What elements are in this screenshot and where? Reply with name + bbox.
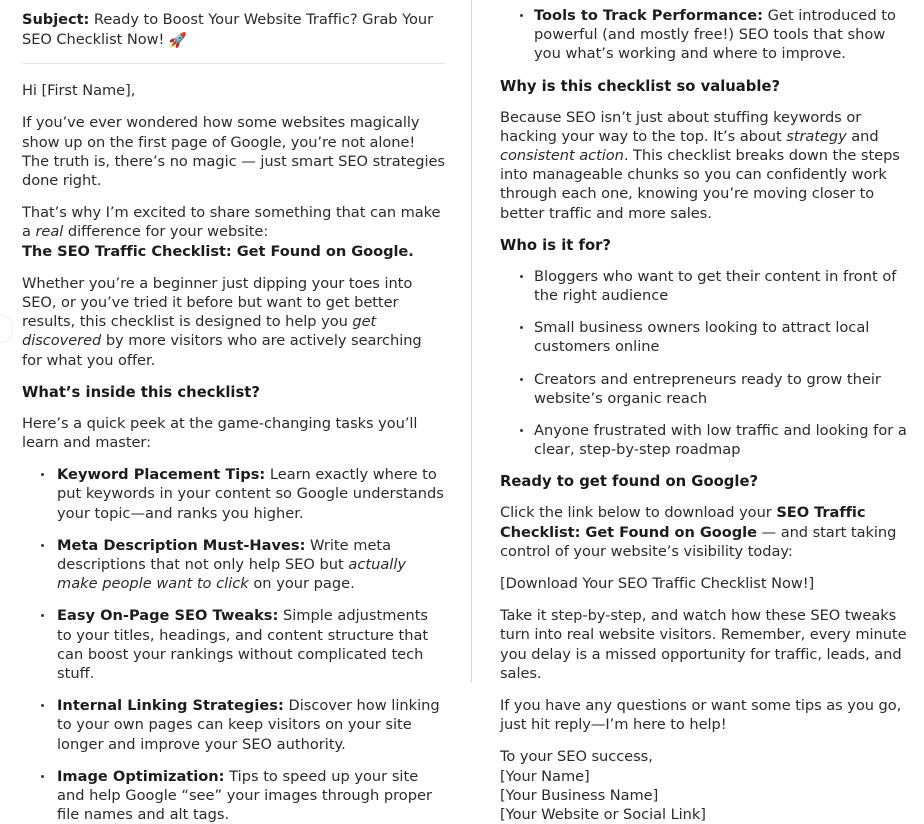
whether-emphasis: get discovered [22, 313, 377, 350]
subject-divider [22, 63, 445, 64]
support-paragraph: If you have any questions or want some tips as you go, just hit reply—I’m here to help! [500, 697, 902, 734]
cta-product-name: SEO Traffic Checklist: Get Found on Google [500, 504, 866, 541]
download-link[interactable]: [Download Your SEO Traffic Checklist Now!] [500, 575, 815, 593]
bullet-icon [520, 14, 523, 17]
bullet-icon [41, 775, 44, 778]
checklist-items-list [22, 465, 445, 824]
signature-link: [Your Website or Social Link] [500, 806, 706, 824]
list-item [500, 318, 910, 356]
right-column [471, 0, 924, 824]
heading-ready-to-get-found: Ready to get found on Google? [500, 473, 759, 491]
signature-business: [Your Business Name] [500, 786, 659, 804]
bullet-icon [520, 275, 523, 278]
peek-paragraph: Here’s a quick peek at the game-changing tasks you’ll learn and master: [22, 414, 418, 452]
excited-tail: difference for your website: [63, 223, 269, 241]
subject-text: Ready to Boost Your Website Traffic? Grab Your SEO Checklist Now! [22, 11, 434, 48]
bullet-icon [520, 378, 523, 381]
list-item-body: Write meta descriptions that not only help SEO but [57, 536, 392, 574]
list-item-title: Internal Linking Strategies: [57, 697, 284, 715]
list-item-text: Bloggers who want to get their content in front of the right audience [534, 267, 897, 305]
cta-paragraph [500, 503, 910, 561]
heading-why-valuable: Why is this checklist so valuable? [500, 77, 781, 95]
list-item-title: Tools to Track Performance: [534, 7, 763, 24]
list-item-title: Meta Description Must-Haves: [57, 536, 306, 554]
list-item-title: Image Optimization: [57, 767, 225, 785]
list-item [22, 465, 445, 523]
closing-paragraph: Take it step-by-step, and watch how these SEO tweaks turn into real website visitors. Remember, every minute you delay is a missed opportunity for traffic, leads, and sales. [500, 607, 907, 682]
list-item [500, 267, 910, 305]
audience-list [500, 267, 910, 460]
whether-paragraph [22, 274, 445, 370]
list-item-body: Simple adjustments to your titles, headings, and content structure that can boost your rankings without complicated tech stuff. [57, 607, 429, 683]
list-item-title: Keyword Placement Tips: [57, 466, 266, 484]
bullet-icon [520, 326, 523, 329]
signature-name: [Your Name] [500, 767, 590, 785]
subject-label: Subject: [22, 11, 90, 28]
list-item-body: Tips to speed up your site and help Google “see” your images through proper file names and alt tags. [57, 767, 432, 824]
list-item-text: Creators and entrepreneurs ready to grow their website’s organic reach [534, 370, 881, 407]
bullet-icon [41, 614, 44, 617]
heading-whats-inside: What’s inside this checklist? [22, 383, 260, 401]
excited-emphasis: real [35, 223, 64, 241]
valuable-part1: Because SEO isn’t just about stuffing keywords or hacking your way to the top. It’s about [500, 108, 862, 145]
excited-lead: That’s why I’m excited to share something that can make a [22, 204, 441, 241]
whether-part1: Whether you’re a beginner just dipping your toes into SEO, or you’ve tried it before but want to get better results, this checklist is designed to help you [22, 274, 413, 331]
list-item-body: Discover how linking to your own pages can keep visitors on your site longer and improve your SEO authority. [57, 697, 440, 753]
intro-paragraph: If you’ve ever wondered how some websites magically show up on the first page of Google, you’re not alone! The truth is, there’s no magic — just smart SEO strategies done right. [22, 114, 445, 189]
rocket-icon: 🚀 [168, 31, 188, 49]
list-item-text: Small business owners looking to attract local customers online [534, 319, 870, 356]
bullet-icon [41, 544, 44, 547]
list-item [22, 767, 445, 824]
product-title: The SEO Traffic Checklist: Get Found on Google. [22, 242, 414, 260]
cta-part1: Click the link below to download your [500, 504, 777, 522]
valuable-part2: and [846, 127, 879, 145]
list-item [22, 606, 445, 683]
valuable-paragraph [500, 108, 910, 223]
checklist-items-continued-list [500, 6, 910, 64]
list-item-emphasis: actually make people want to click [57, 556, 407, 593]
list-item-title: Easy On-Page SEO Tweaks: [57, 607, 279, 625]
list-item-body-after: on your page. [248, 575, 355, 593]
heading-who-is-it-for: Who is it for? [500, 236, 611, 254]
list-item [500, 6, 910, 64]
greeting-line: Hi [First Name], [22, 82, 136, 100]
list-item [500, 421, 910, 459]
list-item [22, 536, 445, 594]
list-item [500, 370, 910, 408]
bullet-icon [520, 429, 523, 432]
valuable-part3: . This checklist breaks down the steps into manageable chunks so you can confidently work through each one, knowing you’re moving closer to better traffic and more sales. [500, 147, 900, 222]
bullet-icon [41, 704, 44, 707]
signature-block [500, 747, 910, 824]
list-item-body: Learn exactly where to put keywords in your content so Google understands your topic—and ranks you higher. [57, 466, 444, 522]
signature-signoff: To your SEO success, [500, 748, 653, 766]
whether-part2: by more visitors who are actively searching for what you offer. [22, 332, 422, 369]
valuable-emphasis-consistent-action: consistent action [500, 147, 624, 165]
subject-line [22, 10, 445, 49]
excited-paragraph [22, 203, 445, 261]
list-item [22, 696, 445, 754]
valuable-emphasis-strategy: strategy [786, 127, 847, 145]
bullet-icon [41, 473, 44, 476]
list-item-text: Anyone frustrated with low traffic and looking for a clear, step-by-step roadmap [534, 422, 907, 459]
cta-part2: — and start taking control of your website’s visibility today: [500, 523, 897, 560]
list-item-body: Get introduced to powerful (and mostly free!) SEO tools that show you what’s working and where to improve. [534, 7, 896, 63]
